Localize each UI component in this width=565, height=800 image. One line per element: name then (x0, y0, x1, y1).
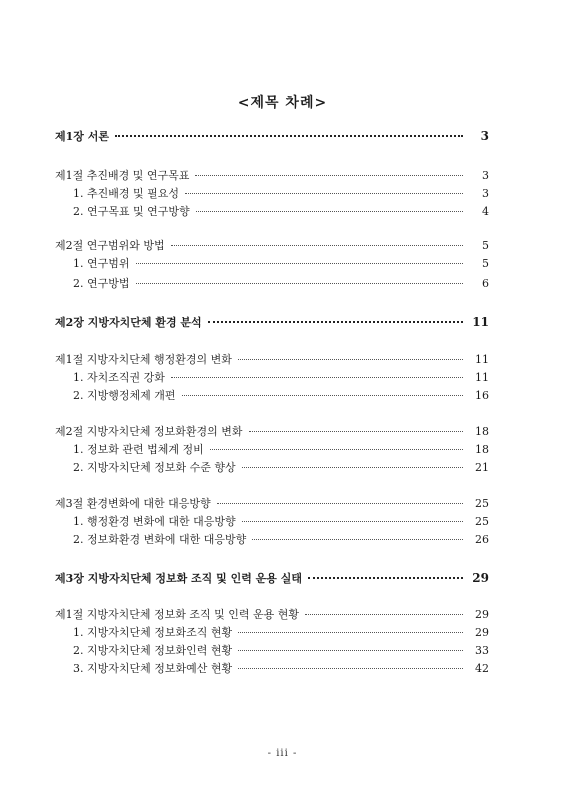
toc-entry-label: 제3장 지방자치단체 정보화 조직 및 인력 운용 실태 (55, 572, 302, 585)
toc-entry-page: 25 (475, 515, 489, 528)
dot-leader (171, 377, 463, 378)
toc-entry-label: 2. 정보화환경 변화에 대한 대응방향 (73, 533, 247, 546)
toc-entry-label: 제1절 지방자치단체 행정환경의 변화 (55, 353, 232, 366)
toc-entry-page: 11 (475, 371, 489, 384)
dot-leader (196, 211, 463, 212)
dot-leader (305, 614, 463, 615)
toc-item (55, 388, 489, 404)
toc-entry-page: 29 (472, 571, 489, 585)
toc-entry-label: 제2절 지방자치단체 정보화환경의 변화 (55, 425, 243, 438)
toc-item (55, 661, 489, 677)
toc-entry-page: 29 (475, 626, 489, 639)
dot-leader (195, 175, 463, 176)
toc-entry-page: 18 (475, 443, 489, 456)
toc-entry-label: 1. 정보화 관련 법체계 정비 (73, 443, 204, 456)
dot-leader (238, 650, 463, 651)
toc-entry-label: 1. 추진배경 및 필요성 (73, 187, 179, 200)
toc-section (55, 168, 489, 184)
dot-leader (136, 283, 464, 284)
toc-entry-page: 16 (475, 389, 489, 402)
dot-leader (208, 321, 463, 323)
toc-entry-label: 1. 연구범위 (73, 257, 130, 270)
toc-chapter (55, 314, 489, 330)
toc-item (55, 186, 489, 202)
toc-item (55, 643, 489, 659)
dot-leader (308, 577, 463, 579)
dot-leader (115, 135, 463, 137)
toc-item (55, 460, 489, 476)
toc-item (55, 370, 489, 386)
dot-leader (136, 263, 464, 264)
toc-item (55, 204, 489, 220)
dot-leader (182, 395, 464, 396)
toc-section (55, 238, 489, 254)
toc-item (55, 625, 489, 641)
toc-entry-page: 11 (472, 315, 489, 329)
toc-entry-page: 18 (475, 425, 489, 438)
toc-entry-label: 제2절 연구범위와 방법 (55, 239, 165, 252)
toc-section (55, 496, 489, 512)
toc-chapter (55, 570, 489, 586)
toc-entry-page: 33 (475, 644, 489, 657)
toc-entry-label: 2. 지방자치단체 정보화인력 현황 (73, 644, 233, 657)
toc-entry-label: 제2장 지방자치단체 환경 분석 (55, 316, 202, 329)
toc-entry-page: 26 (475, 533, 489, 546)
toc-entry-label: 1. 지방자치단체 정보화조직 현황 (73, 626, 233, 639)
toc-entry-label: 2. 연구방법 (73, 277, 130, 290)
toc-item (55, 532, 489, 548)
toc-entry-label: 1. 행정환경 변화에 대한 대응방향 (73, 515, 236, 528)
dot-leader (238, 632, 463, 633)
toc-entry-label: 제1절 지방자치단체 정보화 조직 및 인력 운용 현황 (55, 608, 299, 621)
toc-entry-page: 25 (475, 497, 489, 510)
toc-entry-page: 11 (475, 353, 489, 366)
toc-entry-page: 4 (482, 205, 489, 218)
toc-section (55, 424, 489, 440)
dot-leader (242, 467, 463, 468)
toc-entry-page: 5 (482, 239, 489, 252)
dot-leader (210, 449, 463, 450)
toc-section (55, 607, 489, 623)
toc-entry-label: 제1절 추진배경 및 연구목표 (55, 169, 190, 182)
toc-chapter (55, 128, 489, 144)
dot-leader (217, 503, 463, 504)
toc-entry-label: 제3절 환경변화에 대한 대응방향 (55, 497, 211, 510)
page-title: <제목 차례> (237, 95, 328, 111)
page-number: - iii - (267, 748, 298, 759)
toc-entry-label: 2. 지방자치단체 정보화 수준 향상 (73, 461, 236, 474)
toc-entry-page: 29 (475, 608, 489, 621)
toc-section (55, 352, 489, 368)
toc-entry-page: 42 (475, 662, 489, 675)
toc-item (55, 256, 489, 272)
dot-leader (249, 431, 463, 432)
toc-item (55, 276, 489, 292)
dot-leader (242, 521, 463, 522)
toc-item (55, 514, 489, 530)
dot-leader (238, 359, 463, 360)
dot-leader (252, 539, 463, 540)
toc-entry-label: 2. 지방행정체제 개편 (73, 389, 176, 402)
toc-entry-page: 3 (482, 187, 489, 200)
toc-entry-label: 3. 지방자치단체 정보화예산 현황 (73, 662, 233, 675)
toc-entry-page: 3 (480, 129, 489, 143)
dot-leader (185, 193, 463, 194)
toc-entry-label: 2. 연구목표 및 연구방향 (73, 205, 190, 218)
toc-entry-page: 5 (482, 257, 489, 270)
toc-entry-page: 21 (475, 461, 489, 474)
dot-leader (238, 668, 463, 669)
toc-entry-page: 3 (482, 169, 489, 182)
toc-entry-page: 6 (482, 277, 489, 290)
dot-leader (171, 245, 463, 246)
toc-item (55, 442, 489, 458)
toc-entry-label: 1. 자치조직권 강화 (73, 371, 165, 384)
toc-entry-label: 제1장 서론 (55, 130, 109, 143)
